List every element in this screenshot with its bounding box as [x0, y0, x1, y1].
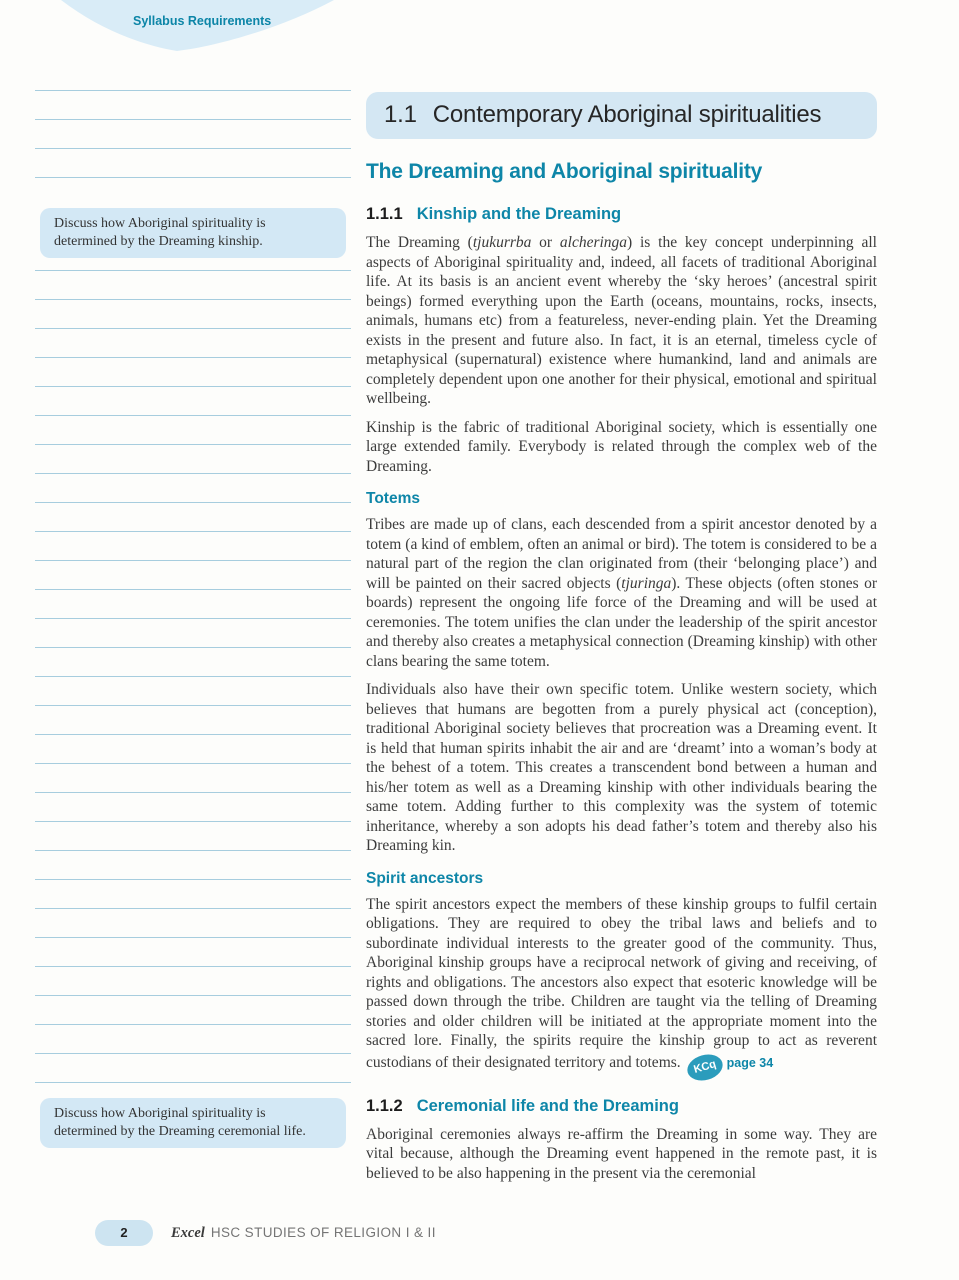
syllabus-banner: [58, 0, 348, 60]
margin-note-ceremonial: Discuss how Aboriginal spirituality is determined by the Dreaming ceremonial life.: [40, 1098, 346, 1148]
chapter-heading: The Dreaming and Aboriginal spirituality: [366, 160, 763, 183]
footer-book-title: [171, 1224, 436, 1242]
main-column: [366, 92, 877, 1192]
heading-number: 1.1.2: [366, 1096, 403, 1115]
ruled-lines-main: [35, 270, 351, 1083]
heading-1-1-2: [366, 1097, 877, 1116]
section-title: Contemporary Aboriginal spiritualities: [432, 101, 822, 128]
paragraph-text: The spirit ancestors expect the members of these kinship groups to fulfil certain obligations. They are required to obey the tribal laws and beliefs and to subordinate individual interests to the greater good of the community. Thus, Aboriginal kinship groups have a reciprocal network of giving and receiving, of rights and obligations. The ancestors also expect that esoteric knowledge will be passed down through the tribe. Children are taught via the telling of Dreaming stories and older children will be initiated at the appropriate moment into the sacred lore. Finally, the spirits require the kinship group to act as reverent custodians of their designated territory and totems.: [366, 895, 877, 1071]
kcq-badge: KCq: [684, 1050, 725, 1084]
paragraph-kinship-fabric: Kinship is the fabric of traditional Aboriginal society, which is essentially one large extended family. Everybody is related through the complex web of the Dreaming.: [366, 418, 877, 475]
paragraph-spirit-ancestors: [366, 895, 877, 1076]
paragraph-tribes-clans: Tribes are made up of clans, each descended from a spirit ancestor denoted by a totem (a kind of emblem, often an animal or bird). The totem is considered to be a natural part of the region the clan originated from (their ‘belonging place’) and will be painted on their sacred objects (tjuringa). These objects (often stones or boards) represent the ongoing life force of the Dreaming and will be used at ceremonies. The totem unifies the clan under the leadership of the spirit ancestor and thereby also creates a metaphysical connection (Dreaming kinship) with other clans bearing the same totem.: [366, 516, 877, 670]
footer-series-name: Excel: [171, 1225, 205, 1241]
heading-1-1-1: [366, 205, 877, 224]
heading-title: Kinship and the Dreaming: [416, 205, 622, 223]
section-number: 1.1: [384, 101, 417, 128]
page-footer: [95, 1220, 436, 1248]
paragraph-individual-totems: Individuals also have their own specific totem. Unlike western society, which believes that humans are begotten from a purely physical act (conception), traditional Aboriginal society believes that procreation was a Dreaming event. It is held that human spirits inhabit the air and are ‘dreamt’ into a woman’s body at the behest of a totem. This creates a transcendent bond between a human and his/her totem as well as a Dreaming kinship with other individuals bearing the same totem. Adding further to this complexity was the system of totemic inheritance, whereby a son adopts his dead father’s totem and thereby also his Dreaming kin.: [366, 681, 877, 854]
section-title-box: [366, 92, 877, 139]
paragraph-dreaming-intro: The Dreaming (tjukurrba or alcheringa) is the key concept underpinning all aspects of Aboriginal spirituality and, indeed, all facets of traditional Aboriginal life. At its basis is an ancient event whereby the ‘sky heroes’ (ancestral spirit beings) formed everything upon the Earth (oceans, mountains, rocks, insects, animals, humans etc) from a featureless, never-ending plain. Yet the Dreaming exists in the present and future also. In fact, it is an eternal, timeless cycle of metaphysical (supernatural) existence where humankind, land and animals are completely dependent upon one another for their physical, emotional and spiritual wellbeing.: [366, 234, 877, 407]
margin-note-kinship: Discuss how Aboriginal spirituality is determined by the Dreaming kinship.: [40, 208, 346, 258]
heading-number: 1.1.1: [366, 205, 403, 223]
subheading-spirit-ancestors: Spirit ancestors: [366, 869, 484, 887]
subheading-totems: Totems: [366, 490, 420, 507]
footer-book-name: HSC STUDIES OF RELIGION I & II: [210, 1225, 436, 1240]
kcq-page-reference: page 34: [726, 1055, 774, 1070]
heading-title: Ceremonial life and the Dreaming: [416, 1096, 679, 1115]
banner-ribbon-shape: [58, 0, 348, 60]
ruled-lines-top: [35, 90, 351, 178]
banner-label: Syllabus Requirements: [133, 14, 272, 28]
paragraph-ceremonies: Aboriginal ceremonies always re-affirm the Dreaming in some way. They are vital because, although the Dreaming event happened in the remote past, it is believed to be also happening in the present via the ceremonial: [366, 1125, 877, 1182]
page-number-pill: 2: [95, 1220, 153, 1246]
